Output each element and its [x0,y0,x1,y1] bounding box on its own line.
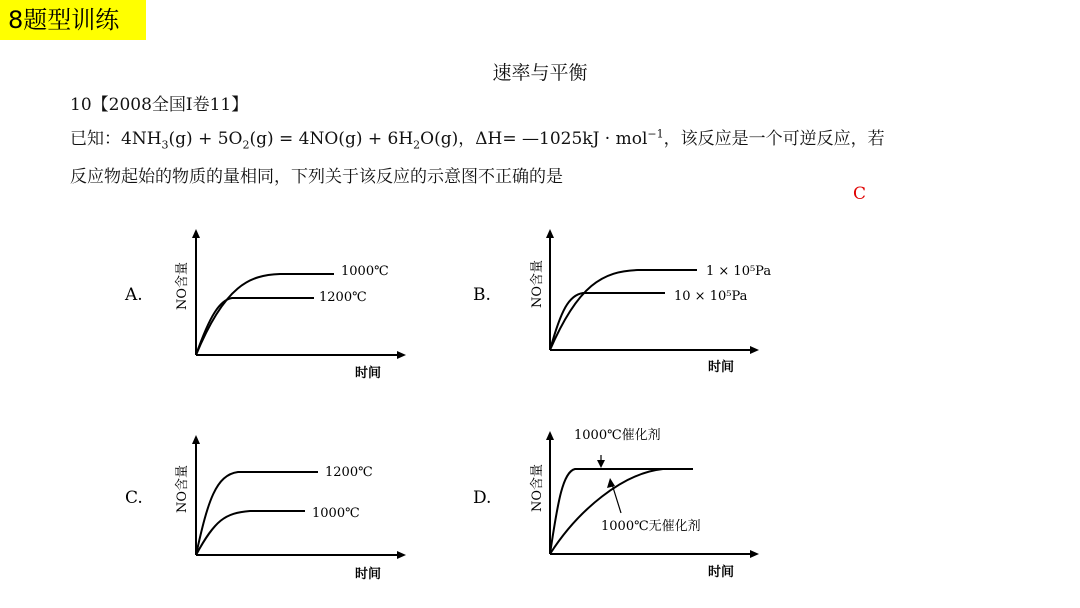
y-axis-arrow-a [192,229,200,238]
curve-c-1200 [196,472,318,555]
chart-c-svg [120,425,420,590]
equation-part-3: (g) = 4NO(g) + 6H [249,129,414,149]
chart-panel-a [120,225,420,385]
curve-label-a-1: 1000℃ [341,264,389,279]
page-title: 速率与平衡 [492,62,588,84]
curve-b-10e5 [550,293,665,350]
option-label-c: C. [125,488,143,508]
y-axis-label-d: NO含量 [530,463,545,512]
pointer-arrow-d-1 [597,460,605,468]
curve-a-1200 [196,298,314,355]
x-axis-arrow-a [397,351,406,359]
y-axis-label-b: NO含量 [530,259,545,308]
equation-part-4: O(g)， [420,129,476,149]
chart-a-svg [120,225,420,385]
curve-label-b-2: 10 × 10⁵Pa [674,289,748,304]
question-intro: 已知： [70,129,121,149]
curve-label-c-1: 1200℃ [325,465,373,480]
equation-part-2: (g) + 5O [168,129,243,149]
equation-subscript-3: 3 [161,138,169,152]
equation-subscript-2b: 2 [413,138,421,152]
x-axis-label-a: 时间 [355,366,382,381]
question-tail: ，该反应是一个可逆反应，若 [663,129,885,149]
y-axis-arrow-d [546,431,554,440]
curve-c-1000 [196,511,305,555]
x-axis-label-b: 时间 [708,360,735,375]
question-line-1 [70,124,885,151]
curve-label-d-1: 1000℃催化剂 [574,428,661,443]
y-axis-label-c: NO含量 [175,464,190,513]
chart-d-svg [473,420,793,590]
y-axis-label-a: NO含量 [175,261,190,310]
delta-h-superscript: −1 [647,127,664,141]
curve-a-1000 [196,274,334,355]
chart-panel-c [120,425,420,590]
x-axis-label-d: 时间 [708,565,735,580]
curve-label-b-1: 1 × 10⁵Pa [706,264,772,279]
chart-b-svg [473,225,793,385]
question-number: 10【2008全国I卷11】 [70,95,249,115]
x-axis-label-c: 时间 [355,567,382,582]
section-tag: 8题型训练 [0,0,146,40]
chart-panel-d [473,420,793,590]
y-axis-arrow-b [546,229,554,238]
pointer-arrow-d-2 [607,478,615,488]
curve-d-no-catalyst [550,469,693,554]
option-label-b: B. [473,285,491,305]
option-label-a: A. [125,285,143,305]
question-line-2: 反应物起始的物质的量相同，下列关于该反应的示意图不正确的是 [70,167,563,187]
x-axis-arrow-b [750,346,759,354]
answer-mark: C [853,184,867,204]
curve-b-1e5 [550,270,697,350]
x-axis-arrow-d [750,550,759,558]
curve-d-catalyst [550,469,693,554]
y-axis-arrow-c [192,435,200,444]
equation-subscript-2a: 2 [242,138,250,152]
chart-panel-b [473,225,793,385]
curve-label-d-2: 1000℃无催化剂 [601,519,701,534]
delta-h: ΔH= —1025kJ · mol [475,129,648,149]
equation-part-1: 4NH [121,129,162,149]
option-label-d: D. [473,488,492,508]
x-axis-arrow-c [397,551,406,559]
curve-label-c-2: 1000℃ [312,506,360,521]
curve-label-a-2: 1200℃ [319,290,367,305]
